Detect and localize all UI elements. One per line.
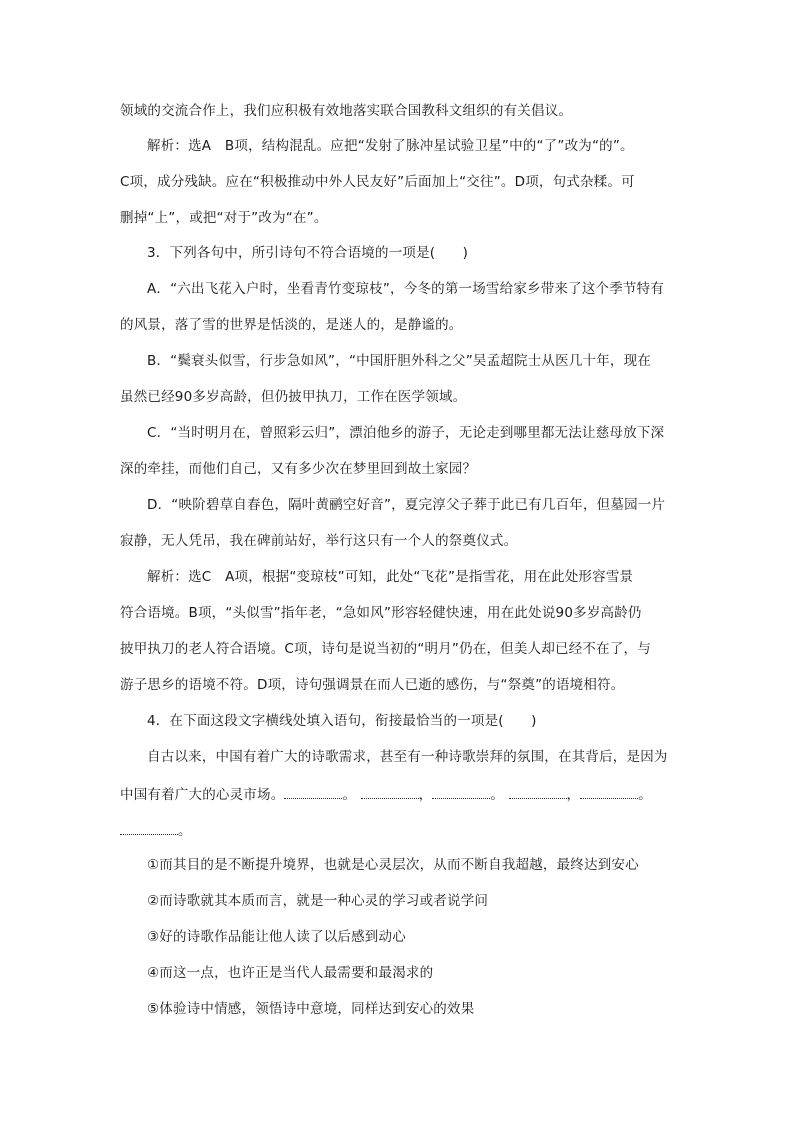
text-line: 深的牵挂，而他们自己，又有多少次在梦里回到故土家园？ [120, 461, 477, 477]
blank-4 [509, 785, 567, 805]
blank-2 [361, 785, 419, 805]
passage-lead-text: 中国有着广大的心灵市场。 [120, 787, 285, 803]
question-3-stem: 3．下列各句中，所引诗句不符合语境的一项是( ) [147, 245, 469, 261]
passage-line: 自古以来，中国有着广大的诗歌需求，甚至有一种诗歌崇拜的氛围，在其背后，是因为 [147, 749, 668, 765]
analysis-line: 解析：选A B项，结构混乱。应把“发射了脉冲星试验卫星”中的“了”改为“的”。 [147, 138, 634, 154]
text-line: 领域的交流合作上，我们应积极有效地落实联合国教科文组织的有关倡议。 [120, 103, 573, 119]
question-4-stem: 4．在下面这段文字横线处填入语句，衔接最恰当的一项是( ) [147, 713, 537, 729]
blank-6 [120, 821, 178, 841]
blank-separator: ， [418, 787, 433, 803]
blank-separator: 。 [178, 823, 192, 839]
blank-fill-line [120, 785, 680, 805]
option-b-line: B．“鬓衰头似雪，行步急如风”，“中国肝胆外科之父”吴孟超院士从医几十年，现在 [147, 353, 652, 369]
text-line: 寂静，无人凭吊，我在碑前站好，举行这只有一个人的祭奠仪式。 [120, 533, 518, 549]
option-c-line: C．“当时明月在，曾照彩云归”，漂泊他乡的游子，无论走到哪里都无法让慈母放下深 [147, 425, 665, 441]
blank-separator: 。 [342, 787, 357, 803]
text-line: C项，成分残缺。应在“积极推动中外人民友好”后面加上“交往”。D项，句式杂糅。可 [120, 174, 635, 190]
option-item: ②而诗歌就其本质而言，就是一种心灵的学习或者说学问 [147, 893, 489, 909]
blank-separator: 。 [490, 787, 505, 803]
option-item: ③好的诗歌作品能让他人读了以后感到动心 [147, 929, 406, 945]
option-item: ①而其目的是不断提升境界，也就是心灵层次，从而不断自我超越，最终达到安心 [147, 857, 639, 873]
analysis-line: 解析：选C A项，根据“变琼枝”可知，此处“飞花”是指雪花，用在此处形容雪景 [147, 569, 634, 585]
text-line: 游子思乡的语境不符。D项，诗句强调景在而人已逝的感伤，与“祭奠”的语境相符。 [120, 677, 625, 693]
blank-5 [580, 785, 638, 805]
blank-3 [432, 785, 490, 805]
blank-separator: 。 [638, 787, 652, 803]
blank-fill-line [120, 821, 680, 841]
option-item: ④而这一点，也许正是当代人最需要和最渴求的 [147, 965, 434, 981]
text-line: 符合语境。B项，“头似雪”指年老，“急如风”形容轻健快速，用在此处说90多岁高龄仍 [120, 605, 642, 621]
text-line: 披甲执刀的老人符合语境。C项，诗句是说当初的“明月”仍在，但美人却已经不在了，与 [120, 641, 651, 657]
option-d-line: D．“映阶碧草自春色，隔叶黄鹂空好音”，夏完淳父子葬于此已有几百年，但墓园一片 [147, 497, 666, 513]
option-a-line: A．“六出飞花入户时，坐看青竹变琼枝”，今冬的第一场雪给家乡带来了这个季节特有 [147, 281, 665, 297]
text-line: 虽然已经90多岁高龄，但仍披甲执刀，工作在医学领域。 [120, 389, 467, 405]
blank-1 [284, 785, 342, 805]
text-line: 的风景，落了雪的世界是恬淡的，是迷人的，是静谧的。 [120, 317, 463, 333]
text-line: 删掉“上”，或把“对于”改为“在”。 [120, 210, 328, 226]
blank-separator: ， [566, 787, 581, 803]
option-item: ⑤体验诗中情感，领悟诗中意境，同样达到安心的效果 [147, 1001, 475, 1017]
